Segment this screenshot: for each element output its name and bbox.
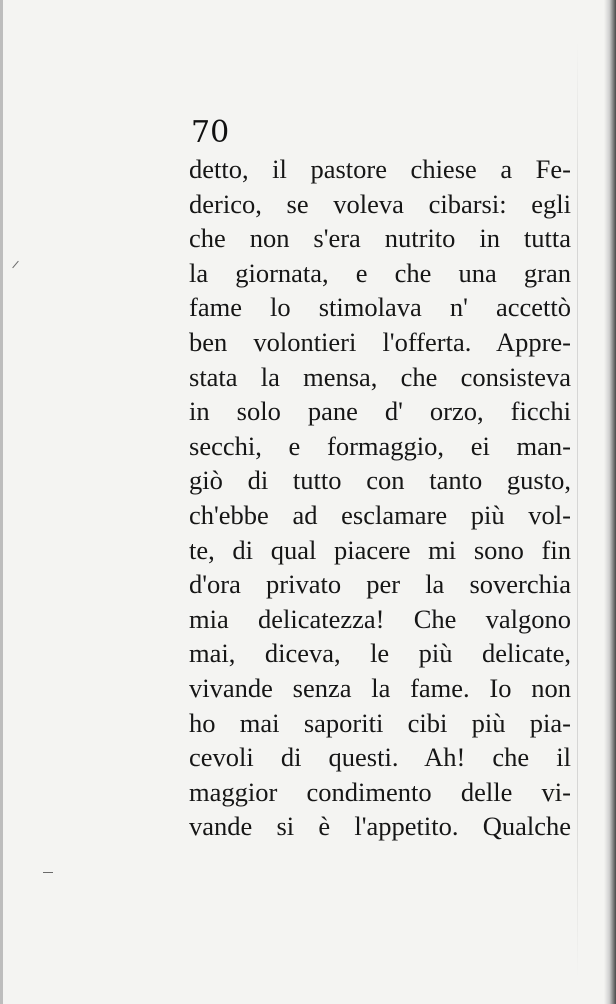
text-line: in solo pane d' orzo, ficchi (189, 396, 571, 427)
text-line: mia delicatezza! Che valgono (189, 603, 571, 634)
page-edge-shadow (604, 0, 616, 1004)
page-fold-shadow (577, 40, 578, 980)
body-text (189, 152, 571, 844)
text-line: ch'ebbe ad esclamare più vol- (189, 499, 571, 530)
text-line: detto, il pastore chiese a Fe- (189, 154, 571, 184)
text-line: ben volontieri l'offerta. Appre- (189, 326, 571, 357)
text-line: mai, diceva, le più delicate, (189, 638, 571, 669)
text-line: derico, se voleva cibarsi: egli (189, 188, 571, 219)
text-line: la giornata, e che una gran (189, 257, 571, 288)
text-line: giò di tutto con tanto gusto, (189, 465, 571, 496)
page-number: 70 (191, 115, 230, 150)
text-line: vande si è l'appetito. Qualche (189, 811, 571, 842)
text-line: vivande senza la fame. Io non (189, 672, 571, 703)
text-line: fame lo stimolava n' accettò (189, 292, 571, 323)
stray-mark (12, 261, 19, 269)
text-line: che non s'era nutrito in tutta (189, 223, 571, 254)
text-line: maggior condimento delle vi- (189, 776, 571, 807)
text-line: d'ora privato per la soverchia (189, 569, 571, 600)
text-line: te, di qual piacere mi sono fin (189, 534, 571, 565)
text-line: cevoli di questi. Ah! che il (189, 742, 571, 773)
stray-mark (43, 872, 53, 873)
text-line: stata la mensa, che consisteva (189, 361, 571, 392)
text-line: ho mai saporiti cibi più pia- (189, 707, 571, 738)
text-line: secchi, e formaggio, ei man- (189, 430, 571, 461)
